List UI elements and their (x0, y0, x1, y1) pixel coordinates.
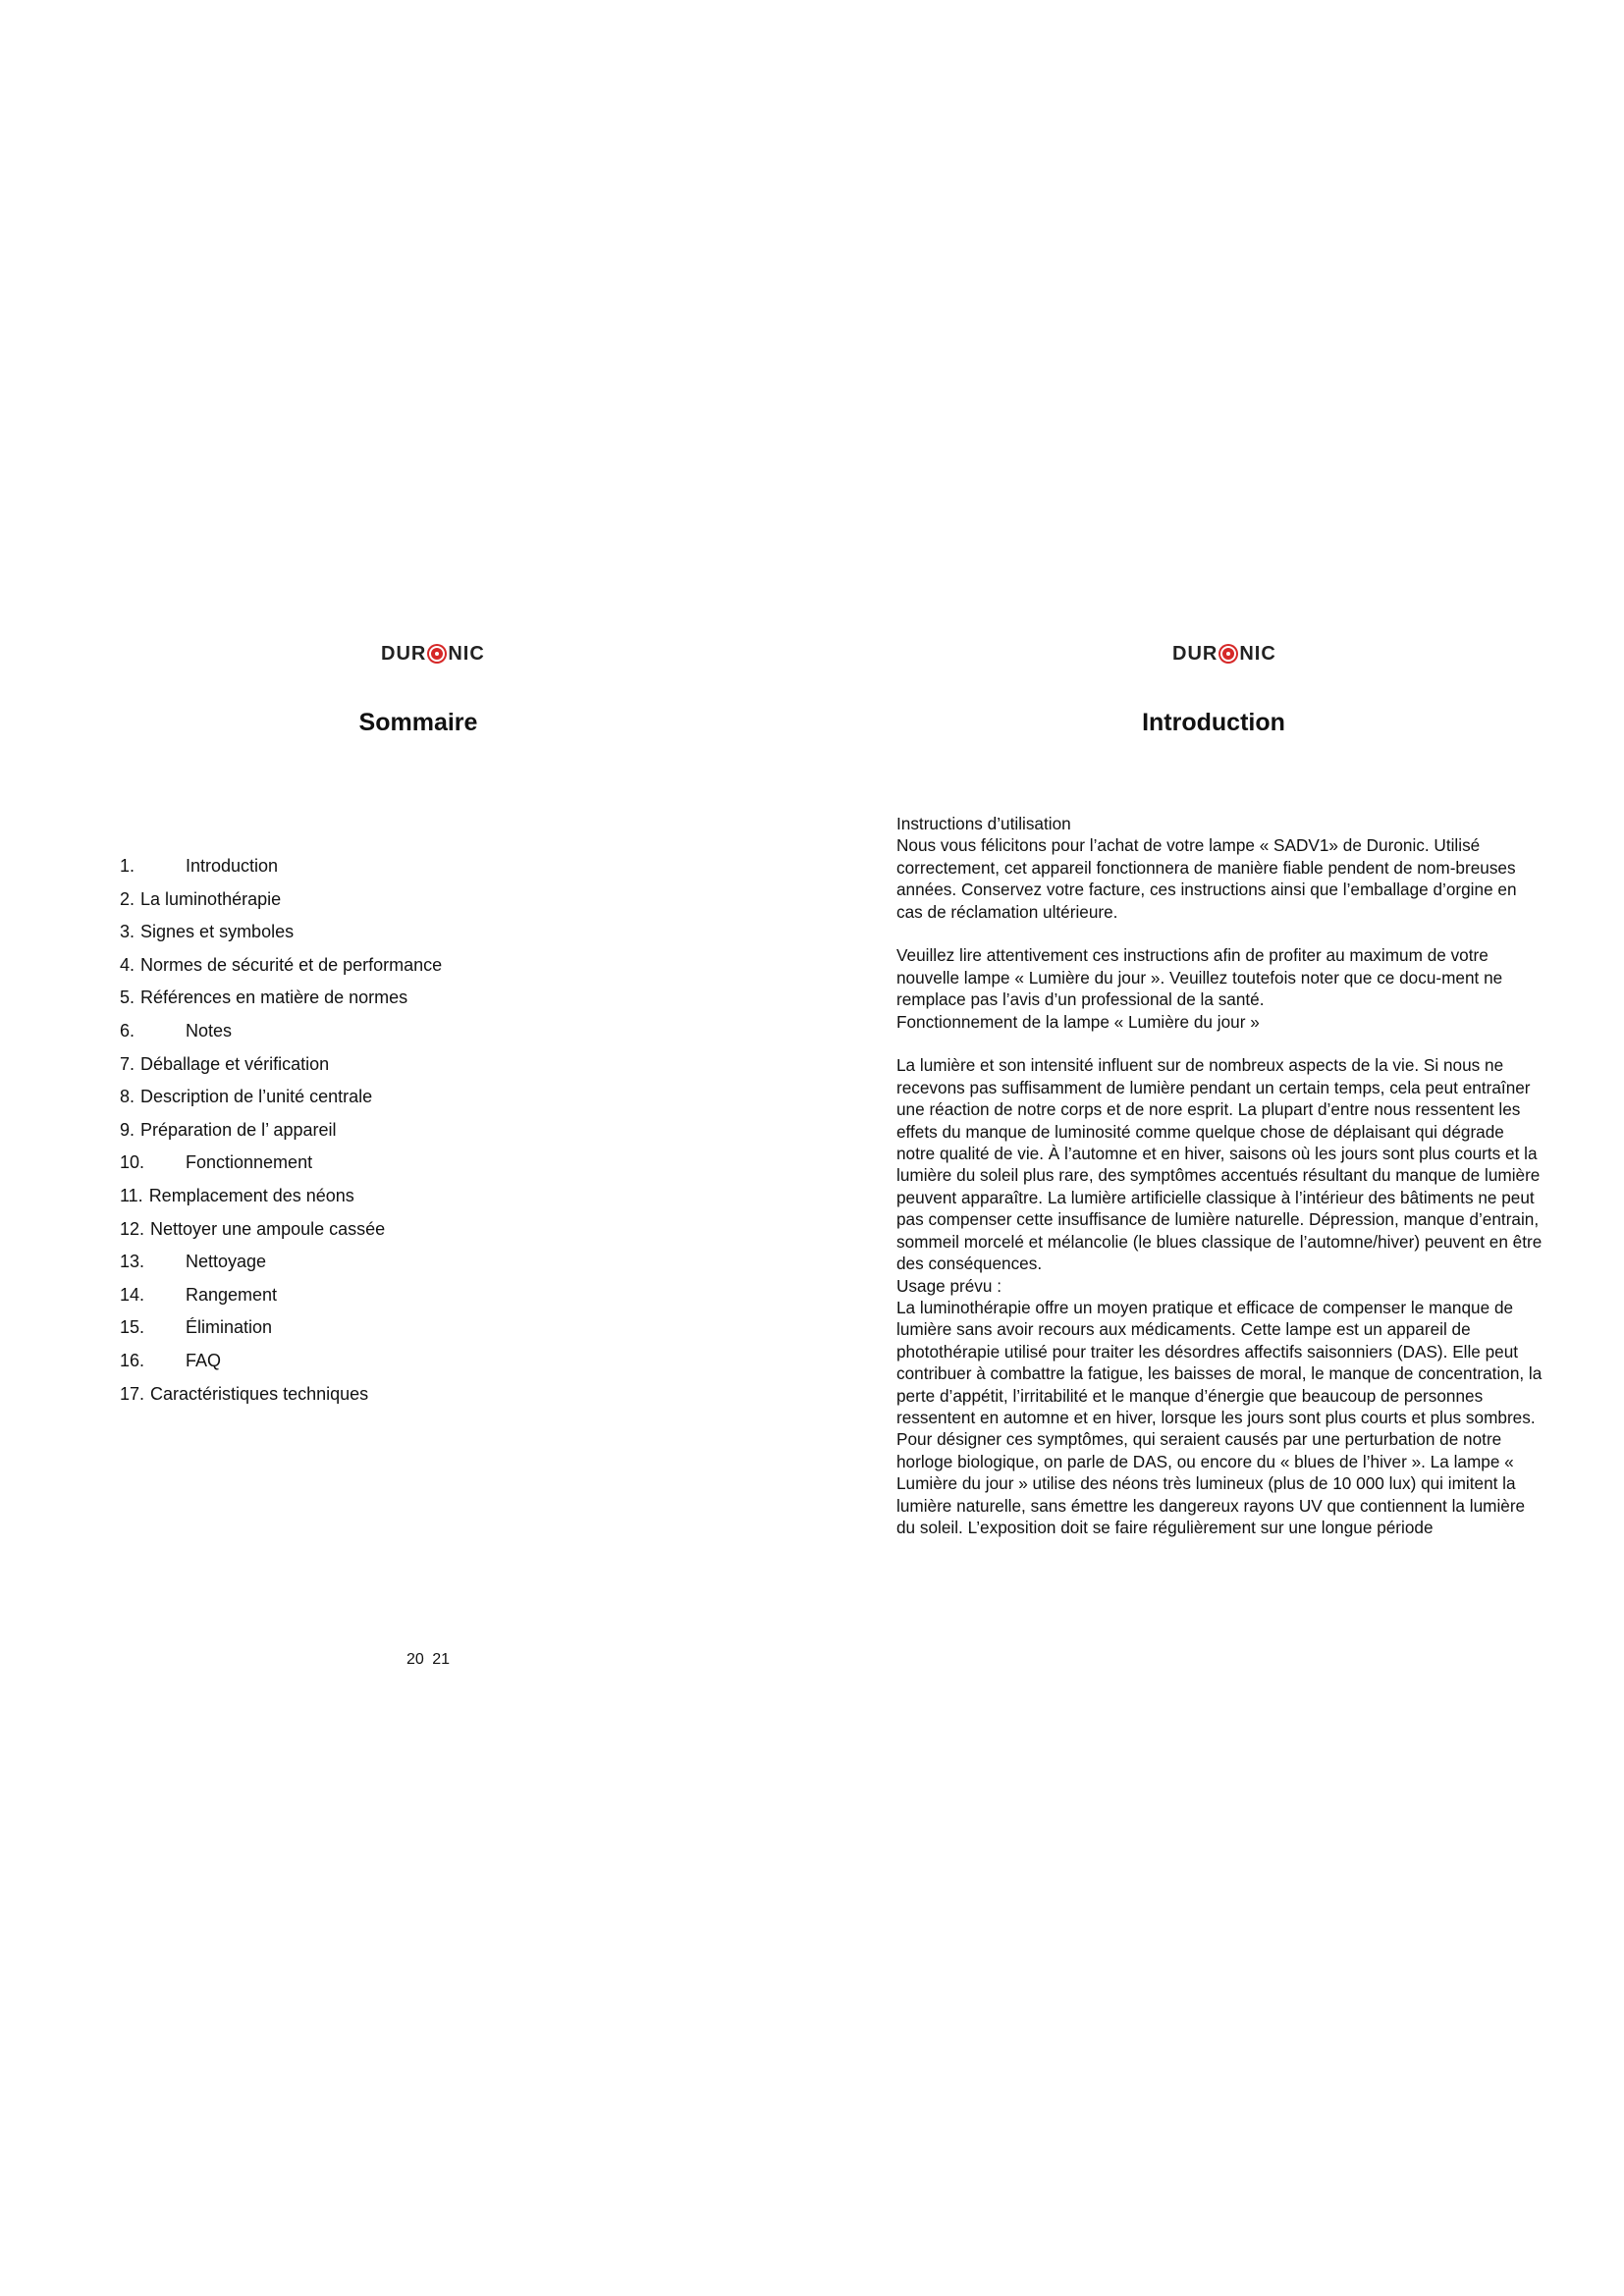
toc-item-label: Description de l’unité centrale (140, 1087, 373, 1107)
intro-paragraph: Instructions d’utilisation (896, 814, 1071, 833)
toc-item (120, 883, 442, 917)
logo-text-start: DUR (381, 642, 427, 665)
introduction-body (896, 813, 1544, 1538)
intro-paragraph: Usage prévu : (896, 1275, 1002, 1296)
toc-item (120, 1279, 442, 1312)
toc-item (120, 949, 442, 983)
toc-item-number: 2. (120, 888, 135, 909)
paragraph-spacer (896, 1033, 1544, 1054)
toc-item (120, 1378, 442, 1412)
duronic-logo (1172, 643, 1276, 665)
toc-item (120, 1246, 442, 1279)
logo-disc-icon (1220, 646, 1236, 662)
toc-item (120, 982, 442, 1015)
toc-item (120, 1311, 442, 1345)
toc-item-label: Signes et symboles (140, 922, 295, 942)
toc-item-label: Normes de sécurité et de performance (140, 954, 443, 975)
toc-item-number: 5. (120, 988, 135, 1008)
logo-text-end: NIC (448, 642, 485, 665)
toc-item-number: 16. (120, 1350, 145, 1370)
intro-paragraph: La luminothérapie offre un moyen pratique et efficace de compenser le manque de lumière sans avoir recours aux médicaments. Cette lampe est un appareil de photothérapie utilisé pour traiter les désordres affectifs saisonniers (DAS). Elle peut contribuer à combattre la fatigue, les baisses de moral, le manque de concentration, la perte d’appétit, l’irritabilité et le manque d’énergie que beaucoup de personnes ressentent en automne et en hiver, lorsque les jours sont plus courts et plus sombres. Pour désigner ces symptômes, qui seraient causés par une perturbation de notre horloge biologique, on parle de DAS, ou encore du « blues de l’hiver ». La lampe « Lumière du jour » utilise des néons très lumineux (plus de 10 000 lux) qui imitent la lumière naturelle, sans émettre les dangereux rayons UV que contiennent la lumière du soleil. L’exposition doit se faire régulièrement sur une longue période (896, 1297, 1543, 1537)
toc-item (120, 1345, 442, 1378)
toc-item-number: 11. (120, 1185, 143, 1205)
toc-item-label: Références en matière de normes (140, 988, 408, 1008)
toc-item-label: Fonctionnement (186, 1152, 313, 1173)
toc-item-number: 14. (120, 1284, 145, 1305)
paragraph-spacer (896, 923, 1544, 944)
toc-item-number: 3. (120, 922, 135, 942)
duronic-logo (381, 643, 485, 665)
toc-item-number: 9. (120, 1119, 135, 1140)
page-numbers: 20 21 (406, 1651, 451, 1668)
toc-item-number: 1. (120, 856, 135, 876)
toc-item-label: Déballage et vérification (140, 1053, 330, 1074)
toc-item (120, 916, 442, 949)
toc-item-number: 8. (120, 1087, 135, 1107)
intro-paragraph: La lumière et son intensité influent sur de nombreux aspects de la vie. Si nous ne recevons pas suffisamment de lumière pendant un certain temps, cela peut entraîner une réaction de notre corps et de nore esprit. La plupart d’entre nous ressentent les effets du manque de luminosité comme quelque chose de déplaisant qui dégrade notre qualité de vie. À l’automne et en hiver, saisons où les jours sont plus courts et la lumière du soleil plus rare, des symptômes accentués résultant du manque de lumière peuvent apparaître. La lumière artificielle classique à l’intérieur des bâtiments ne peut pas compenser cette insuffisance de lumière naturelle. Dépression, manque d’entrain, sommeil morcelé et mélancolie (le blues classique de l’automne/hiver) peuvent en être des conséquences. (896, 1055, 1543, 1274)
toc-item (120, 850, 442, 883)
intro-paragraph: Fonctionnement de la lampe « Lumière du jour » (896, 1011, 1260, 1032)
toc-item-label: Nettoyage (186, 1252, 267, 1272)
toc-item-number: 6. (120, 1020, 135, 1041)
toc-item (120, 1114, 442, 1148)
toc-item-label: FAQ (186, 1350, 222, 1370)
toc-item-number: 13. (120, 1252, 145, 1272)
toc-item-label: Caractéristiques techniques (150, 1383, 369, 1404)
page-title-introduction: Introduction (1142, 709, 1285, 736)
toc-item-number: 4. (120, 954, 135, 975)
toc-item-label: Préparation de l’ appareil (140, 1119, 337, 1140)
toc-item (120, 1015, 442, 1048)
toc-item-number: 15. (120, 1317, 145, 1338)
intro-paragraph: Veuillez lire attentivement ces instructions afin de profiter au maximum de votre nouvelle lampe « Lumière du jour ». Veuillez toutefois noter que ce docu-ment ne remplace pas l’avis d’un professional de la santé. (896, 945, 1503, 1010)
toc-item-label: Remplacement des néons (148, 1185, 354, 1205)
toc-item-number: 17. (120, 1383, 145, 1404)
toc-item-number: 7. (120, 1053, 135, 1074)
logo-disc-icon (429, 646, 445, 662)
toc-item-label: La luminothérapie (140, 888, 282, 909)
toc-item (120, 1147, 442, 1180)
toc-item (120, 1213, 442, 1247)
toc-item-label: Notes (186, 1020, 233, 1041)
intro-paragraph: Nous vous félicitons pour l’achat de votre lampe « SADV1» de Duronic. Utilisé correctement, cet appareil fonctionnera de manière fiable pendent de nom-breuses années. Conservez votre facture, ces instructions ainsi que l’emballage d’orgine en cas de réclamation ultérieure. (896, 835, 1517, 922)
logo-text-start: DUR (1172, 642, 1218, 665)
table-of-contents (120, 850, 442, 1411)
toc-item (120, 1180, 442, 1213)
page-title-sommaire: Sommaire (358, 709, 478, 736)
toc-item-label: Nettoyer une ampoule cassée (150, 1218, 386, 1239)
toc-item (120, 1048, 442, 1082)
toc-item-label: Rangement (186, 1284, 278, 1305)
logo-text-end: NIC (1239, 642, 1276, 665)
toc-item-number: 12. (120, 1218, 145, 1239)
toc-item-label: Introduction (186, 856, 279, 876)
toc-item-number: 10. (120, 1152, 145, 1173)
toc-item-label: Élimination (186, 1317, 273, 1338)
toc-item (120, 1081, 442, 1114)
